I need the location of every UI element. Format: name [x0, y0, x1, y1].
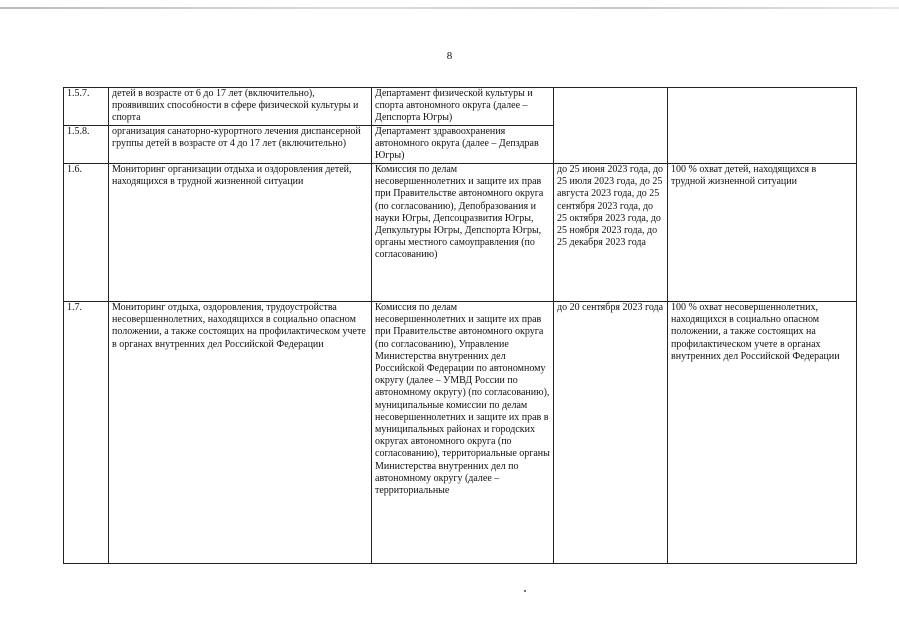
executor-cell: Комиссия по делам несовершеннолетних и защите их прав при Правительстве автономного округа (по согласованию), Депобразования и науки Югры, Депсоцразвития Югры, Депкультуры Югры, Депспорта Югры, органы местного самоуправления (по согласованию)	[372, 164, 554, 302]
event-cell: Мониторинг организации отдыха и оздоровления детей, находящихся в трудной жизненной ситуации	[109, 164, 372, 302]
scan-speck	[524, 590, 526, 592]
event-cell: детей в возрасте от 6 до 17 лет (включительно), проявивших способности в сфере физической культуры и спорта	[109, 88, 372, 126]
scan-edge	[0, 7, 899, 9]
executor-cell: Департамент физической культуры и спорта автономного округа (далее – Депспорта Югры)	[372, 88, 554, 126]
event-cell: организация санаторно-курортного лечения диспансерной группы детей в возрасте от 4 до 17 лет (включительно)	[109, 126, 372, 164]
table-row	[64, 164, 857, 302]
event-cell: Мониторинг отдыха, оздоровления, трудоустройства несовершеннолетних, находящихся в социально опасном положении, а также состоящих на профилактическом учете в органах внутренних дел Российской Федерации	[109, 302, 372, 564]
page-number: 8	[446, 50, 453, 62]
executor-cell: Департамент здравоохранения автономного округа (далее – Депздрав Югры)	[372, 126, 554, 164]
deadline-cell	[554, 88, 668, 164]
table-row	[64, 302, 857, 564]
executor-cell: Комиссия по делам несовершеннолетних и защите их прав при Правительстве автономного округа (по согласованию), Управление Министерства внутренних дел Российской Федерации по автономному округу (далее – УМВД России по автономному округу) (по согласованию), муниципальные комиссии по делам несовершеннолетних и защите их прав в муниципальных районах и городских округах автономного округа (по согласованию), территориальные органы Министерства внутренних дел по автономному округу (далее – территориальные	[372, 302, 554, 564]
plan-table	[63, 87, 857, 564]
row-number: 1.5.8.	[64, 126, 109, 164]
deadline-cell: до 25 июня 2023 года, до 25 июля 2023 года, до 25 августа 2023 года, до 25 сентября 2023 года, до 25 октября 2023 года, до 25 ноября 2023 года, до 25 декабря 2023 года	[554, 164, 668, 302]
result-cell	[668, 88, 857, 164]
row-number: 1.5.7.	[64, 88, 109, 126]
result-cell: 100 % охват детей, находящихся в трудной жизненной ситуации	[668, 164, 857, 302]
row-number: 1.7.	[64, 302, 109, 564]
table-row	[64, 88, 857, 126]
deadline-cell: до 20 сентября 2023 года	[554, 302, 668, 564]
result-cell: 100 % охват несовершеннолетних, находящихся в социально опасном положении, а также состоящих на профилактическом учете в органах внутренних дел Российской Федерации	[668, 302, 857, 564]
row-number: 1.6.	[64, 164, 109, 302]
